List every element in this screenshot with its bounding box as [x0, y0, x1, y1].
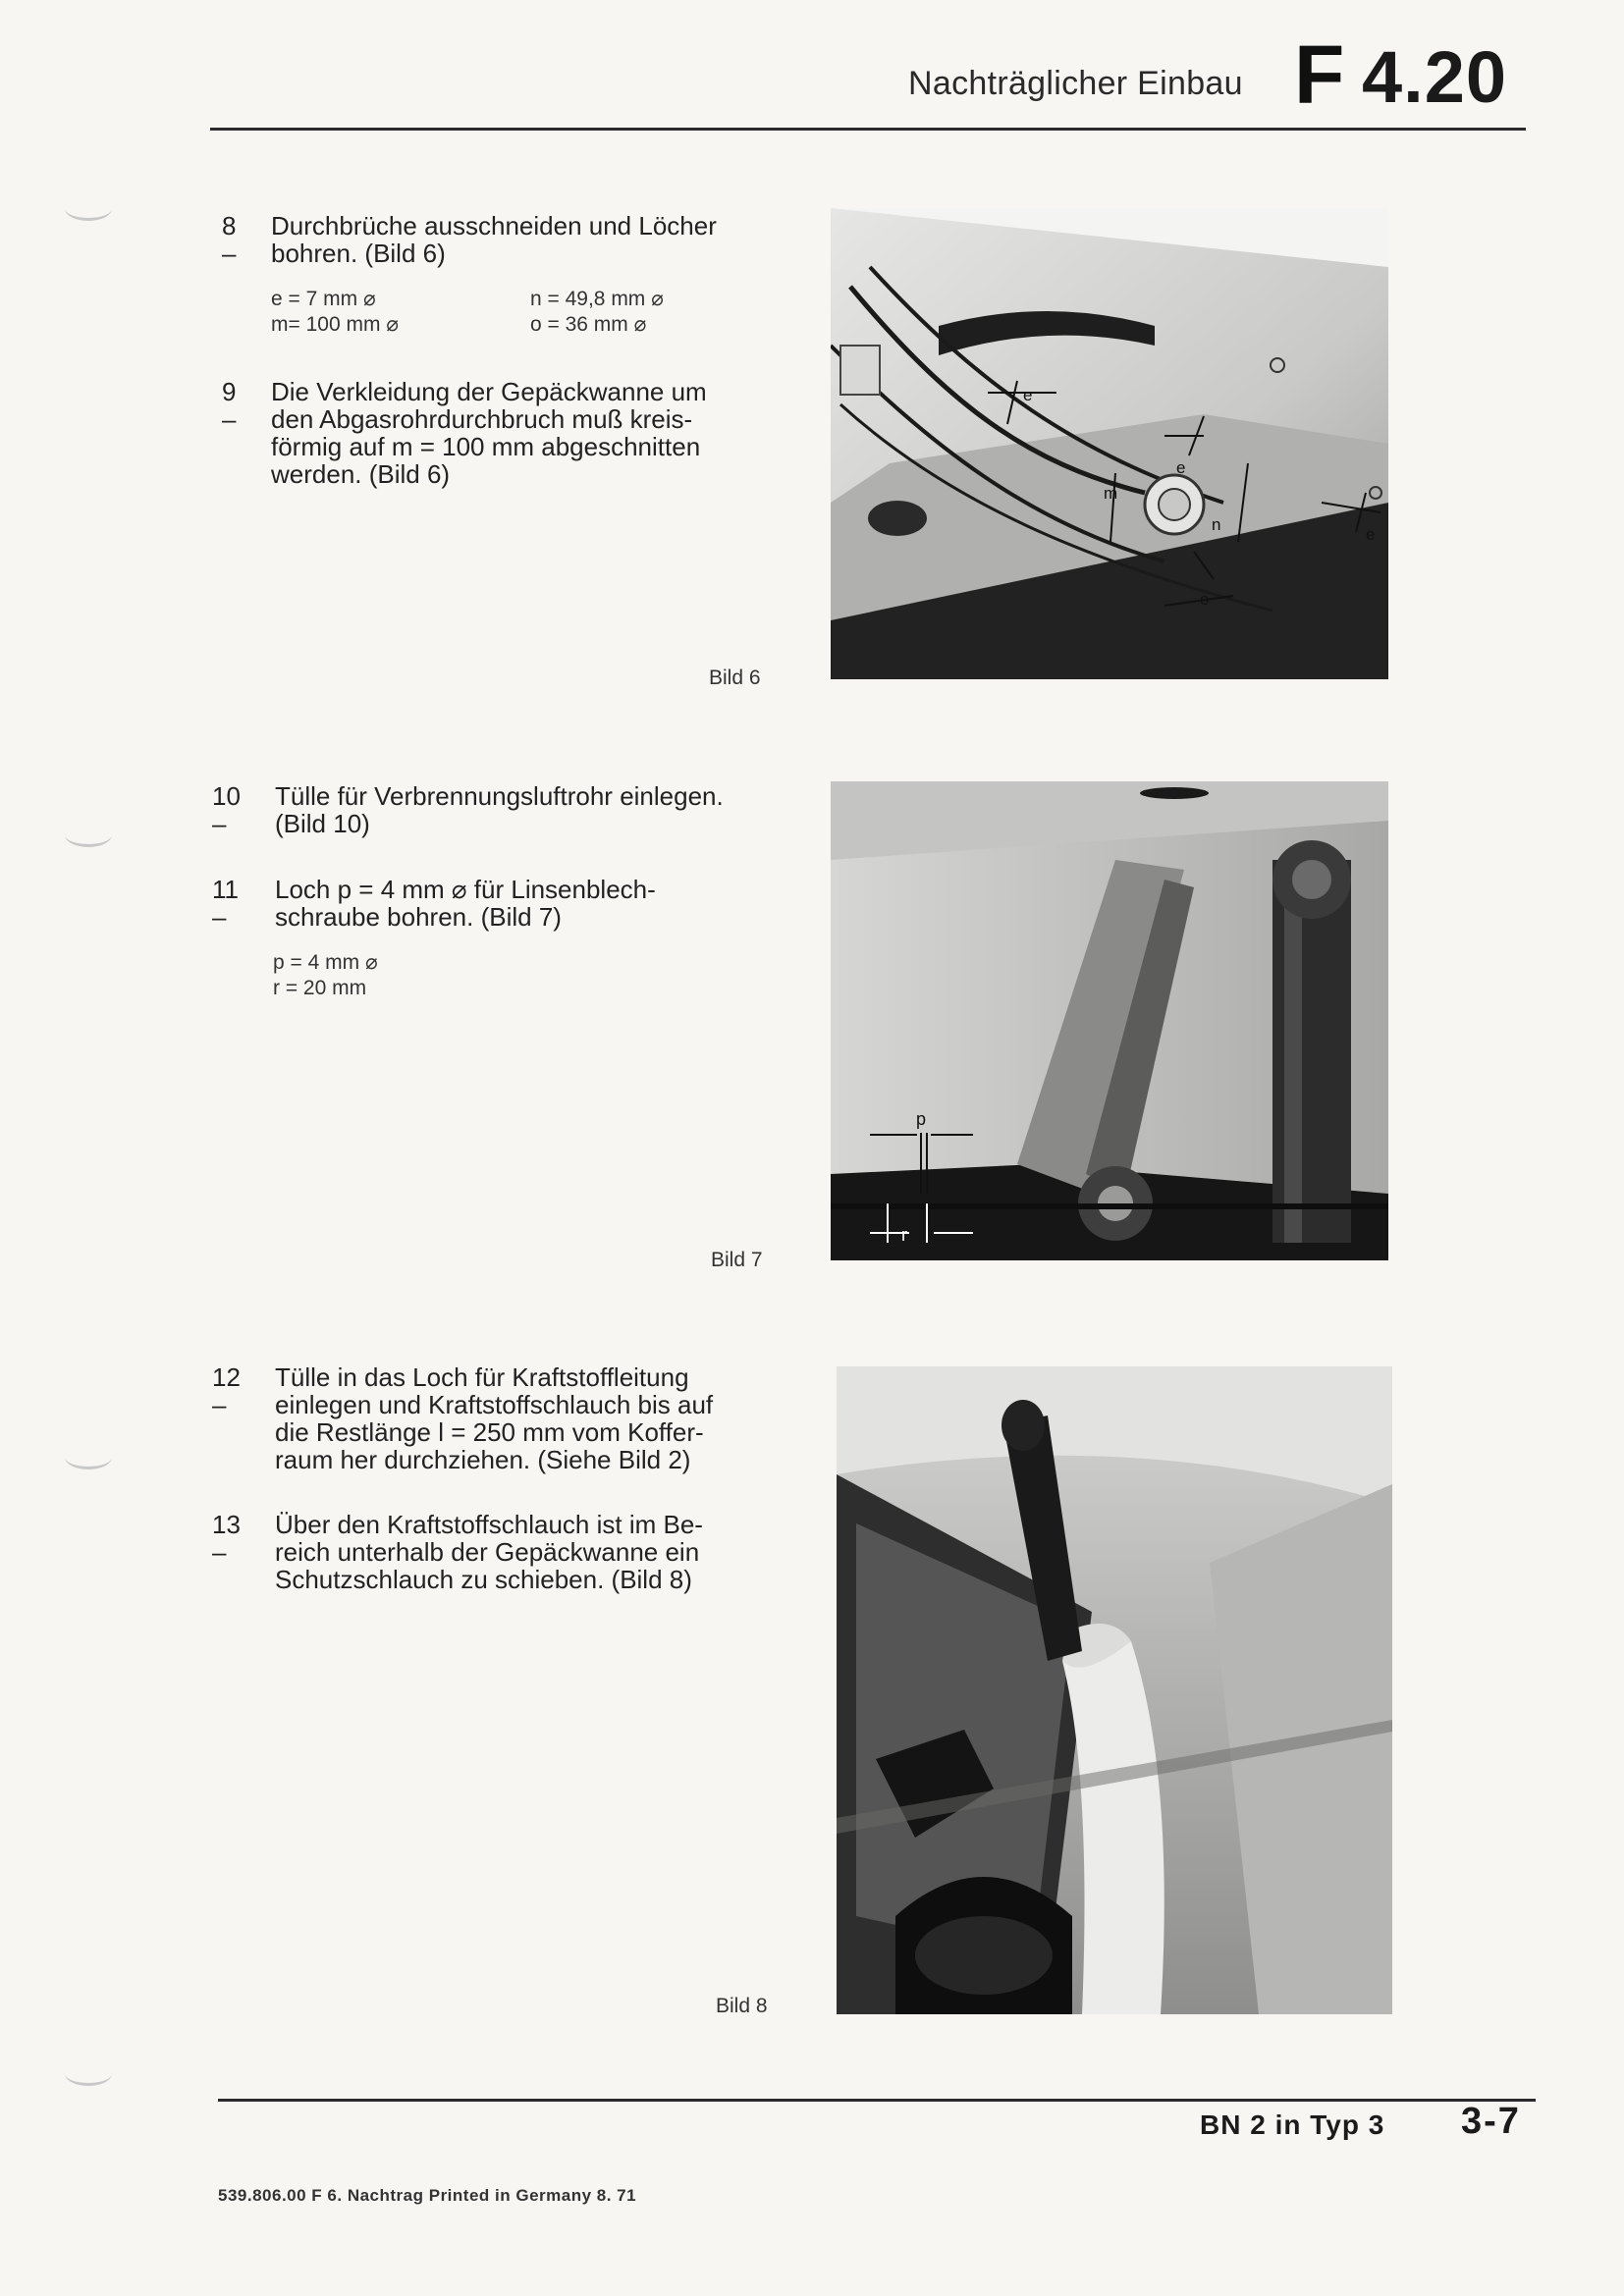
label-o: o: [1200, 590, 1210, 609]
measurements-bild-7: p = 4 mm ⌀ r = 20 mm: [273, 951, 378, 999]
label-e-2: e: [1176, 458, 1186, 477]
caption-bild-6: Bild 6: [709, 667, 761, 689]
measurements-left: e = 7 mm ⌀ m= 100 mm ⌀: [271, 288, 399, 336]
photo-bild-8: [837, 1366, 1392, 2014]
step-text: Über den Kraftstoffschlauch ist im Be- reich unterhalb der Gepäckwanne ein Schutzschlauch zu schieben. (Bild 8): [275, 1510, 703, 1594]
punch-mark-4: [65, 2061, 112, 2086]
header-rule: [210, 128, 1526, 131]
step-number: 8 –: [222, 211, 237, 268]
caption-bild-7: Bild 7: [711, 1249, 763, 1271]
step-text: Tülle für Verbrennungsluftrohr einlegen. (Bild 10): [275, 781, 724, 838]
page-title: Nachträglicher Einbau: [908, 65, 1243, 102]
footer-rule: [218, 2099, 1536, 2102]
footer-print-info: 539.806.00 F 6. Nachtrag Printed in Germany 8. 71: [218, 2186, 637, 2205]
label-e-3: e: [1366, 525, 1376, 544]
step-text: Loch p = 4 mm ⌀ für Linsenblech- schraube bohren. (Bild 7): [275, 875, 656, 932]
punch-mark-3: [65, 1445, 112, 1469]
section-letter: F: [1294, 28, 1345, 121]
step-number: 11 –: [212, 875, 239, 932]
footer-page-number: 3-7: [1461, 2101, 1521, 2142]
step-number: 10 –: [212, 781, 241, 838]
caption-bild-8: Bild 8: [716, 1995, 768, 2017]
measurements-right: n = 49,8 mm ⌀ o = 36 mm ⌀: [530, 288, 664, 336]
footer-doc-title: BN 2 in Typ 3: [1200, 2109, 1385, 2140]
punch-mark-1: [65, 196, 112, 221]
step-text: Durchbrüche ausschneiden und Löcher bohren. (Bild 6): [271, 211, 717, 268]
label-m: m: [1104, 484, 1118, 503]
step-number: 13 –: [212, 1510, 241, 1567]
photo-bild-6: [831, 208, 1388, 679]
punch-mark-2: [65, 823, 112, 847]
section-number: 4.20: [1362, 36, 1508, 118]
label-p: p: [916, 1109, 927, 1129]
step-number: 12 –: [212, 1362, 241, 1419]
step-text: Die Verkleidung der Gepäckwanne um den Abgasrohrdurchbruch muß kreis- förmig auf m = 100 mm abgeschnitten werden. (Bild 6): [271, 377, 707, 489]
step-number: 9 –: [222, 377, 237, 434]
label-r: r: [901, 1225, 907, 1245]
label-n: n: [1212, 515, 1221, 534]
label-e-1: e: [1023, 386, 1033, 404]
photo-bild-7: [831, 781, 1388, 1260]
step-text: Tülle in das Loch für Kraftstoffleitung einlegen und Kraftstoffschlauch bis auf die Restlänge l = 250 mm vom Koffer- raum her durchziehen. (Siehe Bild 2): [275, 1362, 714, 1474]
